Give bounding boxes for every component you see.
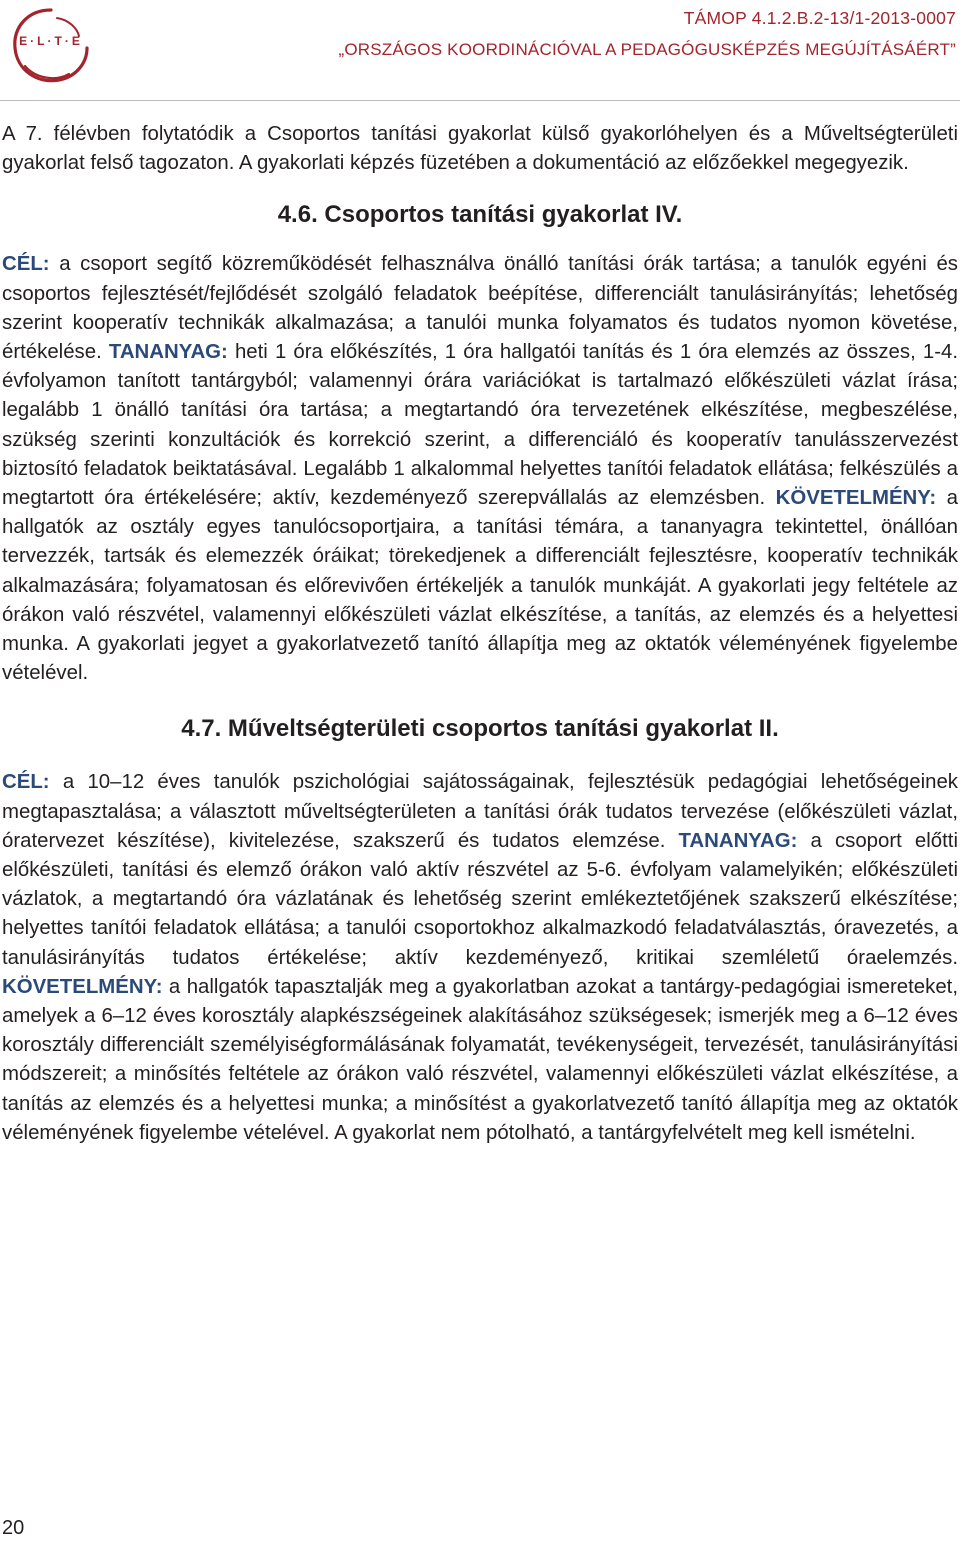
- tananyag-label: TANANYAG:: [108, 341, 228, 364]
- header-divider: [0, 100, 960, 101]
- project-title: „ORSZÁGOS KOORDINÁCIÓVAL A PEDAGÓGUSKÉPZÉS MEGÚJÍTÁSÁÉRT”: [338, 40, 956, 59]
- page-header: [0, 0, 960, 103]
- kovetelmeny-text: a hallgatók az osztály egyes tanulócsoportjaira, a tanítási témára, a tananyagra tekintettel, önállóan tervezzék, tartsák és elemezzék óráikat; törekedjenek a differenciált fejlesztésre, kooperatív technikák alkalmazására; folyamatosan és előrevivően értékeljék a tanulók munkáját. A gyakorlati jegy feltétele az órákon való részvétel, valamennyi előkészületi vázlat elkészítése, a tanítás, az elemzés és a helyettesi munka. A gyakorlati jegyet a gyakorlatvezető tanító állapítja meg az oktatók véleményének figyelembe vételével.: [2, 487, 958, 685]
- tananyag-text: heti 1 óra előkészítés, 1 óra hallgatói tanítás és 1 óra elemzés az összes, 1-4. évfolyamon tanított tantárgyból; valamennyi órára variációkat is tartalmazó előkészületi vázlat írása; legalább 1 önálló tanítási óra tartása; a megtartandó óra tervezetének elkészítése, megbeszélése, szükség szerinti konzultációk és korrekció szerint, a differenciáló és kooperatív tanulásszervezést biztosító feladatok beiktatásával. Legalább 1 alkalommal helyettes tanítói feladatok ellátása; felkészülés a megtartott óra értékelésére; aktív, kezdeményező szerepvállalás az elemzésben.: [2, 341, 958, 510]
- cel-label: CÉL:: [2, 771, 50, 794]
- logo-text: E·L·T·E: [19, 34, 83, 48]
- kovetelmeny-text: a hallgatók tapasztalják meg a gyakorlatban azokat a tantárgy-pedagógiai ismereteket, amelyek a 6–12 éves korosztály alapkészségeinek alakításához szükségesek; ismerjék meg a 6–12 éves korosztály differenciált személyiségformálásának folyamatát, tevékenységeit, tervezését, tanulásirányítási módszereit; a minősítés feltétele az órákon való részvétel, valamennyi előkészületi vázlat elkészítése, a tanítás az elemzés és a helyettesi munka; a minősítést a gyakorlatvezető tanító állapítja meg az oktatók véleményének figyelembe vételével. A gyakorlat nem pótolható, a tantárgyfelvételt meg kell ismételni.: [2, 975, 958, 1144]
- kovetelmeny-label: KÖVETELMÉNY:: [2, 975, 163, 998]
- page-number: 20: [2, 1517, 25, 1539]
- cel-text: a 10–12 éves tanulók pszichológiai sajátosságainak, fejlesztésük pedagógiai lehetőségeinek megtapasztalása; a választott műveltségterületen a tanítási órák tudatos tervezése (előkészületi vázlat, óratervezet készítése), kivitelezése, szakszerű és tudatos elemzése.: [2, 771, 958, 852]
- tananyag-label: TANANYAG:: [678, 829, 798, 852]
- elte-logo: [5, 2, 97, 90]
- cel-label: CÉL:: [2, 253, 50, 276]
- section-4-7-paragraph: [2, 768, 958, 1148]
- section-4-7-heading: 4.7. Műveltségterületi csoportos tanítási gyakorlat II.: [181, 715, 779, 743]
- section-4-6-paragraph: [2, 250, 958, 688]
- kovetelmeny-label: KÖVETELMÉNY:: [775, 487, 937, 510]
- page-body: [2, 120, 958, 1148]
- cel-text: a csoport segítő közreműködését felhasználva önálló tanítási órák tartása; a tanulók egyéni és csoportos fejlesztését/fejlődését szolgáló feladatok beépítése, differenciált tanulásirányítás; lehetőség szerint kooperatív technikák alkalmazása; a tanulói munka folyamatos és tudatos nyomon követése, értékelése.: [2, 253, 958, 364]
- intro-paragraph: A 7. félévben folytatódik a Csoportos tanítási gyakorlat külső gyakorlóhelyen és a Műveltségterületi gyakorlat felső tagozaton. A gyakorlati képzés füzetében a dokumentáció az előzőekkel megegyezik.: [2, 123, 958, 175]
- project-code: TÁMOP 4.1.2.B.2-13/1-2013-0007: [683, 8, 956, 28]
- section-4-6-heading: 4.6. Csoportos tanítási gyakorlat IV.: [277, 201, 683, 229]
- tananyag-text: a csoport előtti előkészületi, tanítási és elemző órákon való aktív részvétel az 5-6. évfolyam valamelyikén; előkészületi vázlatok, a megtartandó óra vázlatának és lehetőség szerint emlékeztetőjének szakszerű elkészítése; helyettes tanítói feladatok ellátása; a tanulói csoportokhoz alkalmazkodó feladatválasztás, óravezetés, a tanulásirányítás tudatos értékelése; aktív kezdeményező, kritikai szemléletű óraelemzés.: [2, 829, 958, 969]
